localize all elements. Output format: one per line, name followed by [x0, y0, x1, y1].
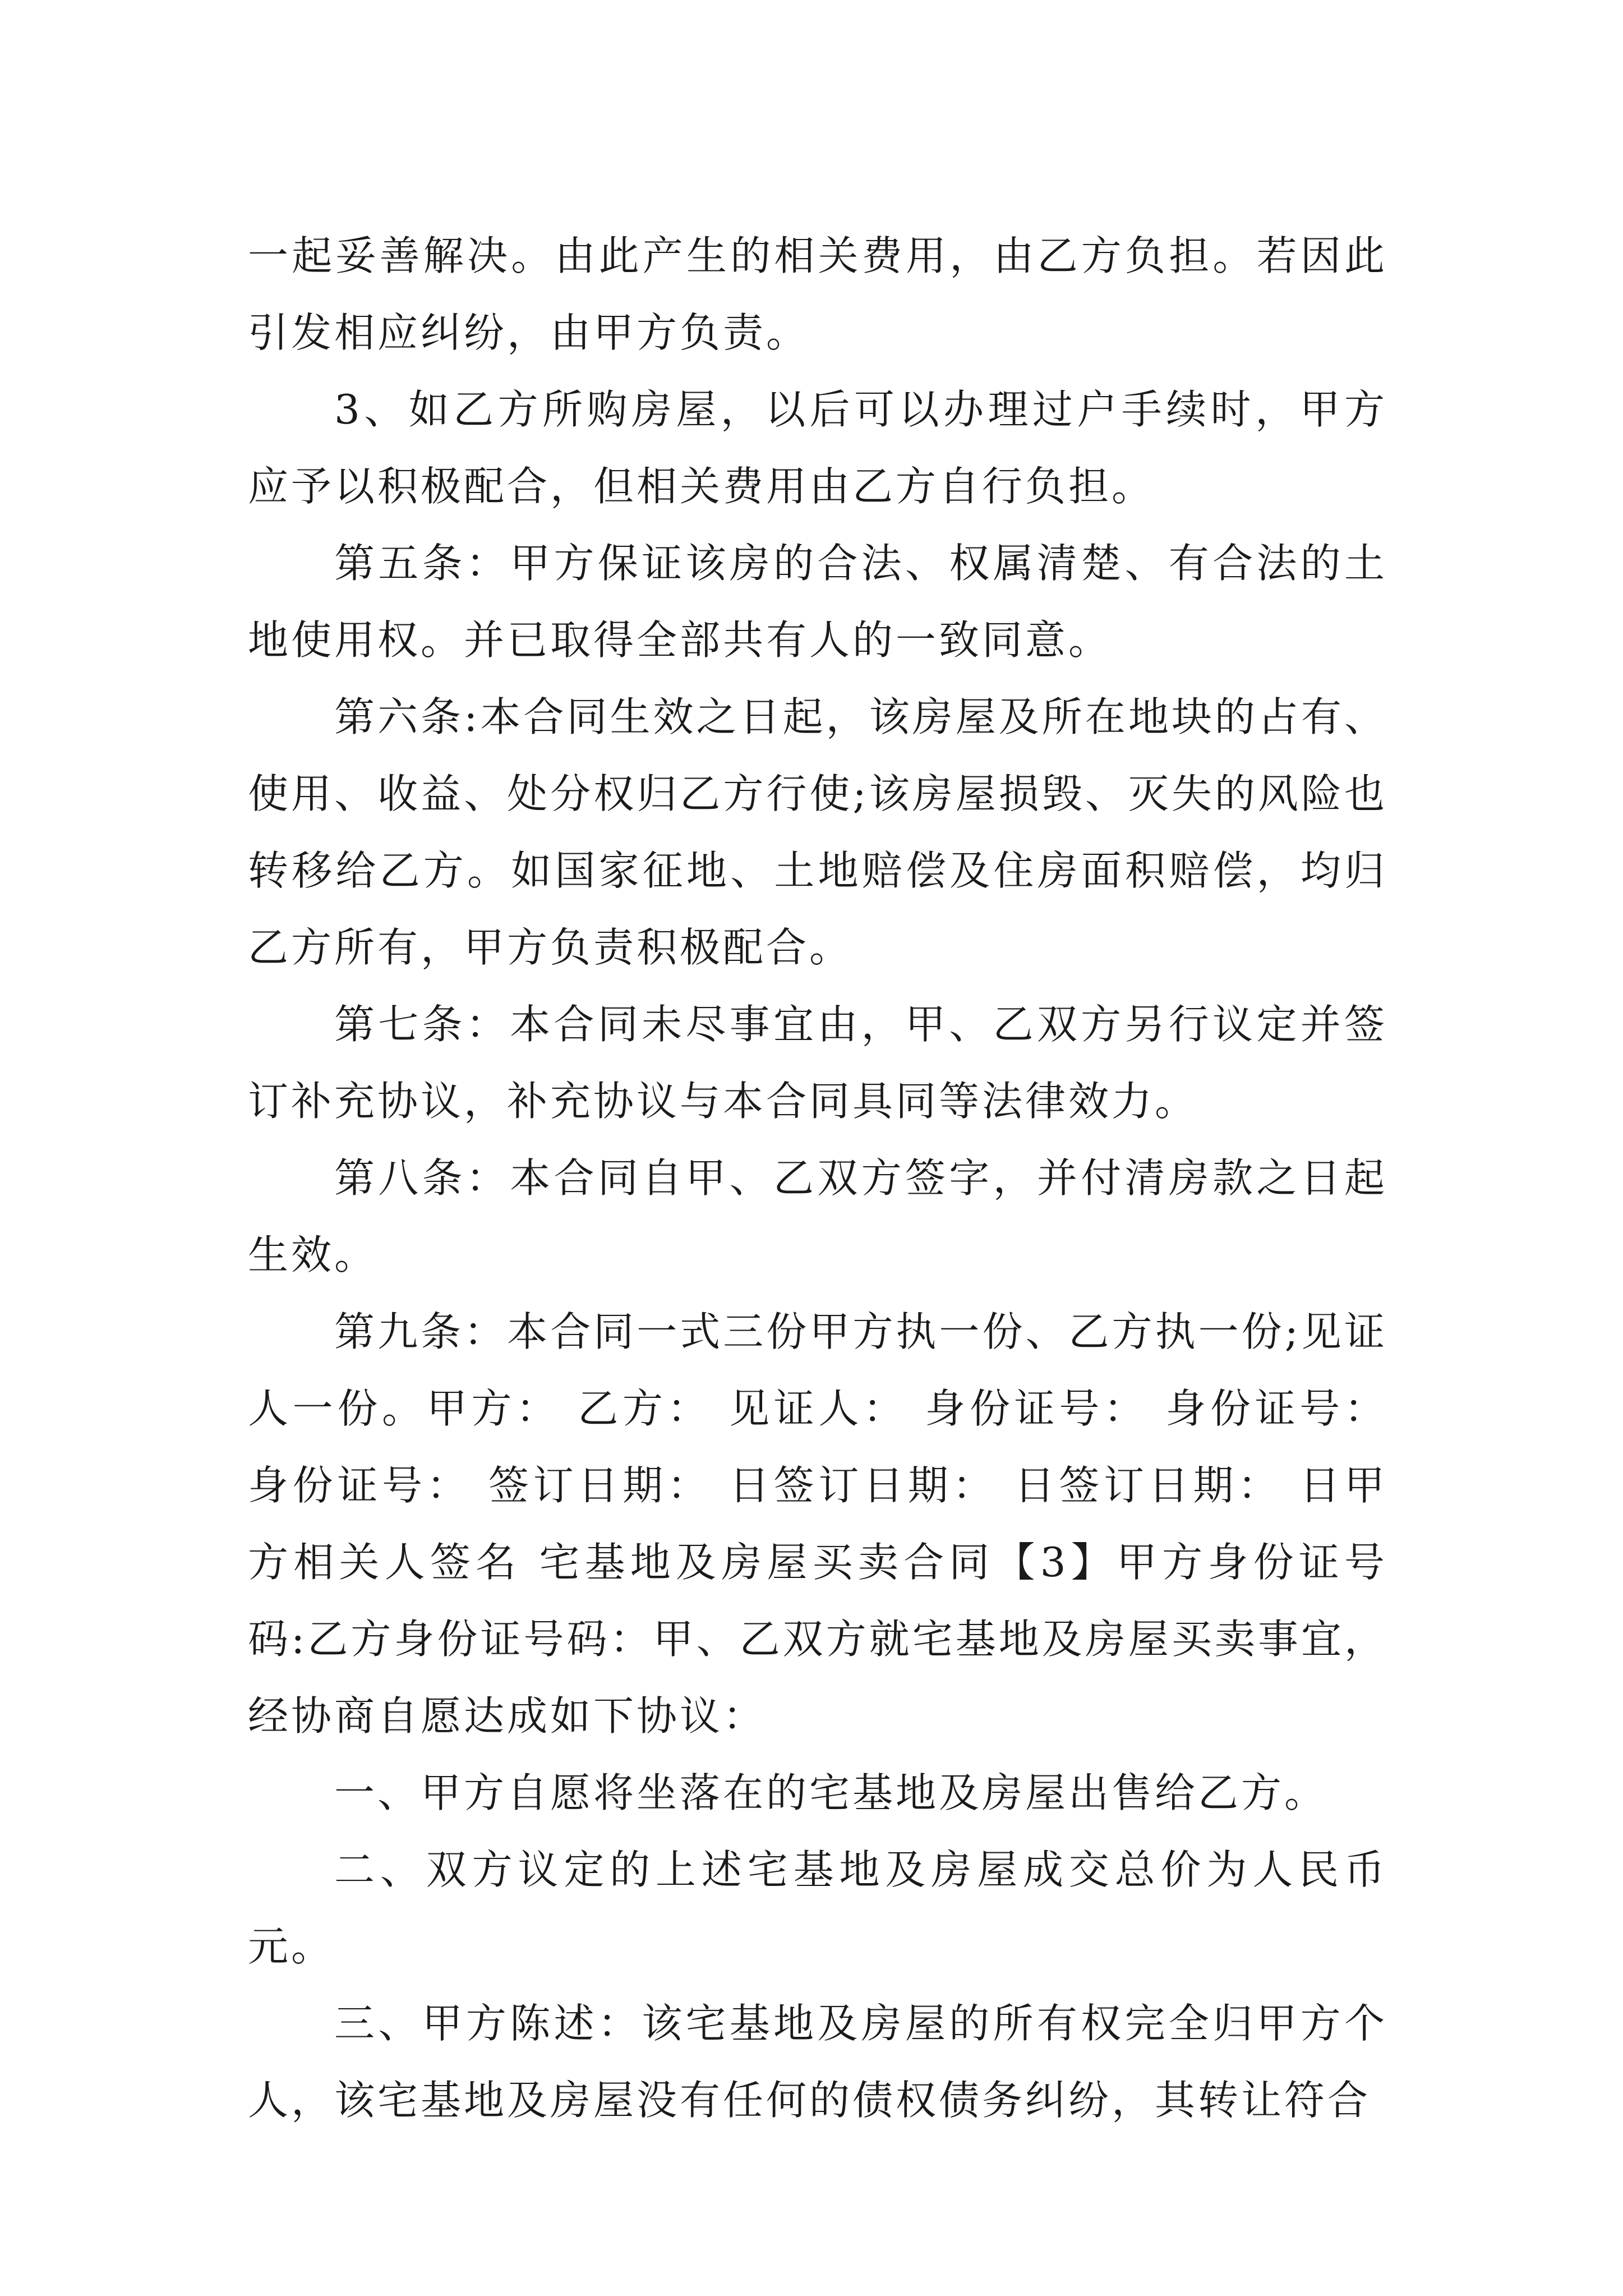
- paragraph-article-5: 第五条：甲方保证该房的合法、权属清楚、有合法的土地使用权。并已取得全部共有人的一致同意。: [248, 540, 1387, 664]
- paragraph-article-9: 第九条：本合同一式三份甲方执一份、乙方执一份;见证人一份。甲方： 乙方： 见证人： 身份证号： 身份证号：身份证号： 签订日期： 日签订日期： 日签订日期： 日甲方相关人签名 宅基地及房屋买卖合同【3】甲方身份证号码:乙方身份证号码：甲、乙双方就宅基地及房屋买卖事宜，经协商自愿达成如下协议：: [248, 1308, 1387, 1740]
- document-body: [248, 218, 1387, 2139]
- paragraph-item-3: 三、甲方陈述：该宅基地及房屋的所有权完全归甲方个人，该宅基地及房屋没有任何的债权债务纠纷，其转让符合: [248, 2000, 1387, 2124]
- paragraph-item-2: 二、双方议定的上述宅基地及房屋成交总价为人民币元。: [248, 1846, 1387, 1970]
- paragraph-item-1: 一、甲方自愿将坐落在的宅基地及房屋出售给乙方。: [334, 1769, 1328, 1816]
- paragraph-article-8: 第八条：本合同自甲、乙双方签字，并付清房款之日起生效。: [248, 1154, 1387, 1278]
- paragraph-article-6: 第六条:本合同生效之日起，该房屋及所在地块的占有、使用、收益、处分权归乙方行使;该房屋损毁、灭失的风险也转移给乙方。如国家征地、土地赔偿及住房面积赔偿，均归乙方所有，甲方负责积极配合。: [248, 693, 1387, 971]
- paragraph-continuation: 一起妥善解决。由此产生的相关费用，由乙方负担。若因此引发相应纠纷，由甲方负责。: [248, 232, 1387, 356]
- paragraph-article-7: 第七条：本合同未尽事宜由，甲、乙双方另行议定并签订补充协议，补充协议与本合同具同等法律效力。: [248, 1001, 1387, 1125]
- paragraph-clause-3: 3、如乙方所购房屋，以后可以办理过户手续时，甲方应予以积极配合，但相关费用由乙方自行负担。: [248, 386, 1387, 510]
